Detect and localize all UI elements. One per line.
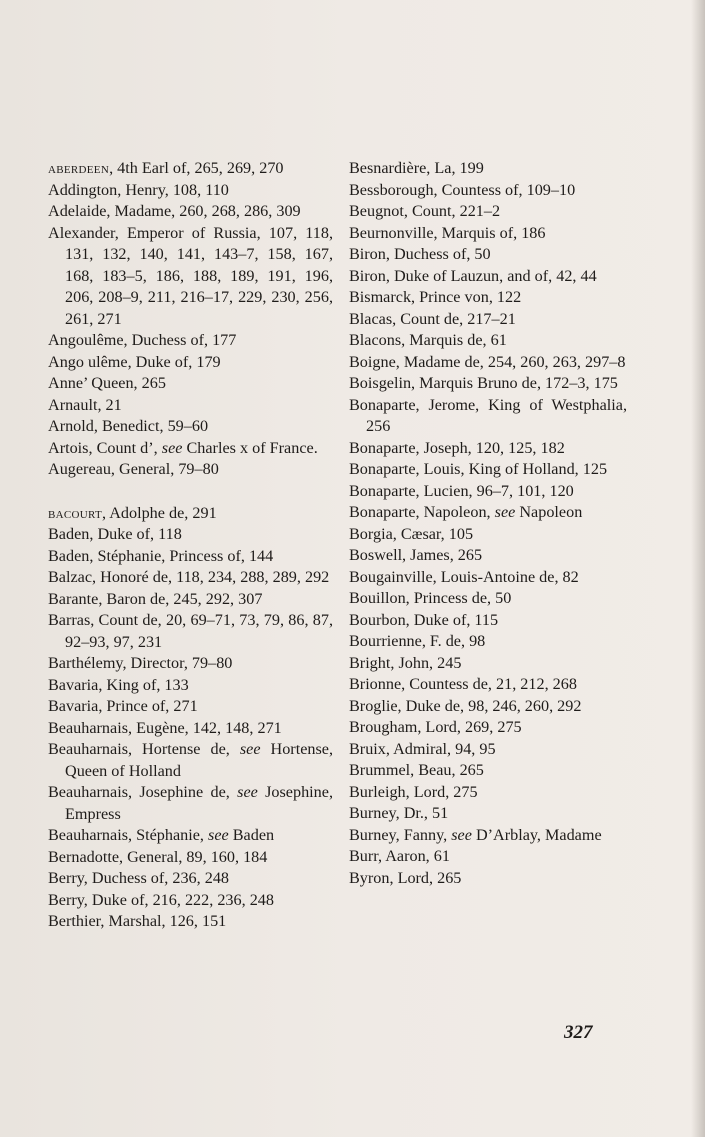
index-entry: Bourrienne, F. de, 98 [349,632,486,650]
index-entry: Bright, John, 245 [349,653,462,672]
index-entry: Bonaparte, Jerome, King of Westphalia, 256 [349,395,627,435]
index-entry: Bruix, Admiral, 94, 95 [349,739,496,758]
index-entry: Bouillon, Princess de, 50 [349,589,512,607]
index-entry: Baden, Duke of, 118 [48,525,182,543]
index-entry: Arnault, 21 [48,395,122,414]
index-entry: Bonaparte, Lucien, 96–7, 101, 120 [349,481,574,500]
index-entry: Beauharnais, Eugène, 142, 148, 271 [48,718,282,737]
index-entry: Brummel, Beau, 265 [349,761,484,779]
index-entry: Bourbon, Duke of, 115 [349,610,499,629]
index-entry: Beurnonville, Marquis of, 186 [349,223,546,242]
index-entry: Bavaria, King of, 133 [48,675,189,694]
index-column-left [48,158,333,933]
section-gap [48,481,333,503]
index-entry: Burney, Dr., 51 [349,804,449,822]
index-entry: Broglie, Duke de, 98, 246, 260, 292 [349,696,582,715]
entry-head-smallcaps: bacourt [48,503,103,522]
index-entry: Bessborough, Countess of, 109–10 [349,180,576,199]
index-entry: Anne’ Queen, 265 [48,374,166,392]
index-entry: Berry, Duchess of, 236, 248 [48,869,230,887]
index-entry: Beauharnais, Josephine de, see Josephine, Empress [48,783,334,823]
index-entry: Bougainville, Louis-Antoine de, 82 [349,567,579,586]
index-entry: Berry, Duke of, 216, 222, 236, 248 [48,890,274,909]
see-reference: see [237,783,258,801]
index-column-right [349,158,627,889]
index-entry: Boigne, Madame de, 254, 260, 263, 297–8 [349,352,626,371]
index-entry: Beugnot, Count, 221–2 [349,202,501,220]
index-entry: Biron, Duchess of, 50 [349,245,491,263]
index-entry: Angoulême, Duchess of, 177 [48,331,237,349]
index-entry: Artois, Count d’, see Charles x of France. [48,438,318,457]
index-entry: Boswell, James, 265 [349,546,483,564]
entry-rest: , Adolphe de, 291 [102,503,217,522]
entry-rest: , 4th Earl of, 265, 269, 270 [109,159,284,177]
index-entry: Besnardière, La, 199 [349,159,484,177]
see-reference: see [208,826,229,844]
index-entry: Berthier, Marshal, 126, 151 [48,912,227,930]
index-entry: Alexander, Emperor of Russia, 107, 118, 131, 132, 140, 141, 143–7, 158, 167, 168, 183–5, 186, 188, 189, 191, 196, 206, 208–9, 211, 216–17, 229, 230, 256, 261, 271 [48,223,333,328]
index-entry: Byron, Lord, 265 [349,868,462,887]
see-reference: see [451,825,472,844]
index-entry [48,158,333,180]
index-entry: Brionne, Countess de, 21, 212, 268 [349,675,577,693]
index-entry: Bismarck, Prince von, 122 [349,288,522,306]
index-entry: Barthélemy, Director, 79–80 [48,654,233,672]
index-entry [48,503,333,525]
see-reference: see [494,503,516,521]
index-entry: Bernadotte, General, 89, 160, 184 [48,847,268,866]
index-entry: Beauharnais, Hortense de, see Hortense, Queen of Holland [48,740,334,780]
index-entry: Adelaide, Madame, 260, 268, 286, 309 [48,202,301,220]
index-entry: Balzac, Honoré de, 118, 234, 288, 289, 292 [48,568,330,586]
page-number: 327 [564,1022,593,1043]
entry-head-smallcaps: aberdeen [48,159,110,177]
index-entry: Bonaparte, Joseph, 120, 125, 182 [349,438,565,457]
index-entry: Bavaria, Prince of, 271 [48,697,198,715]
index-entry: Blacons, Marquis de, 61 [349,331,507,349]
index-entry: Barras, Count de, 20, 69–71, 73, 79, 86, 87, 92–93, 97, 231 [48,611,333,651]
index-entry: Beauharnais, Stéphanie, see Baden [48,826,275,844]
index-entry: Barante, Baron de, 245, 292, 307 [48,589,263,608]
index-entry: Ango ulême, Duke of, 179 [48,352,221,371]
index-entry: Bonaparte, Louis, King of Holland, 125 [349,460,608,478]
see-reference: see [161,438,183,457]
index-entry: Augereau, General, 79–80 [48,460,219,478]
index-entry: Arnold, Benedict, 59–60 [48,417,209,435]
index-entry: Burr, Aaron, 61 [349,847,450,865]
index-entry: Bonaparte, Napoleon, see Napoleon [349,503,583,521]
index-entry: Borgia, Cæsar, 105 [349,524,474,543]
index-entry: Addington, Henry, 108, 110 [48,180,229,199]
index-entry: Burney, Fanny, see D’Arblay, Madame [349,825,602,844]
index-entry: Baden, Stéphanie, Princess of, 144 [48,546,274,565]
index-entry: Blacas, Count de, 217–21 [349,309,516,328]
page-edge-shadow [691,0,705,1137]
see-reference: see [239,740,261,758]
index-entry: Boisgelin, Marquis Bruno de, 172–3, 175 [349,374,618,392]
index-entry: Burleigh, Lord, 275 [349,782,478,801]
index-entry: Brougham, Lord, 269, 275 [349,718,522,736]
index-entry: Biron, Duke of Lauzun, and of, 42, 44 [349,266,597,285]
